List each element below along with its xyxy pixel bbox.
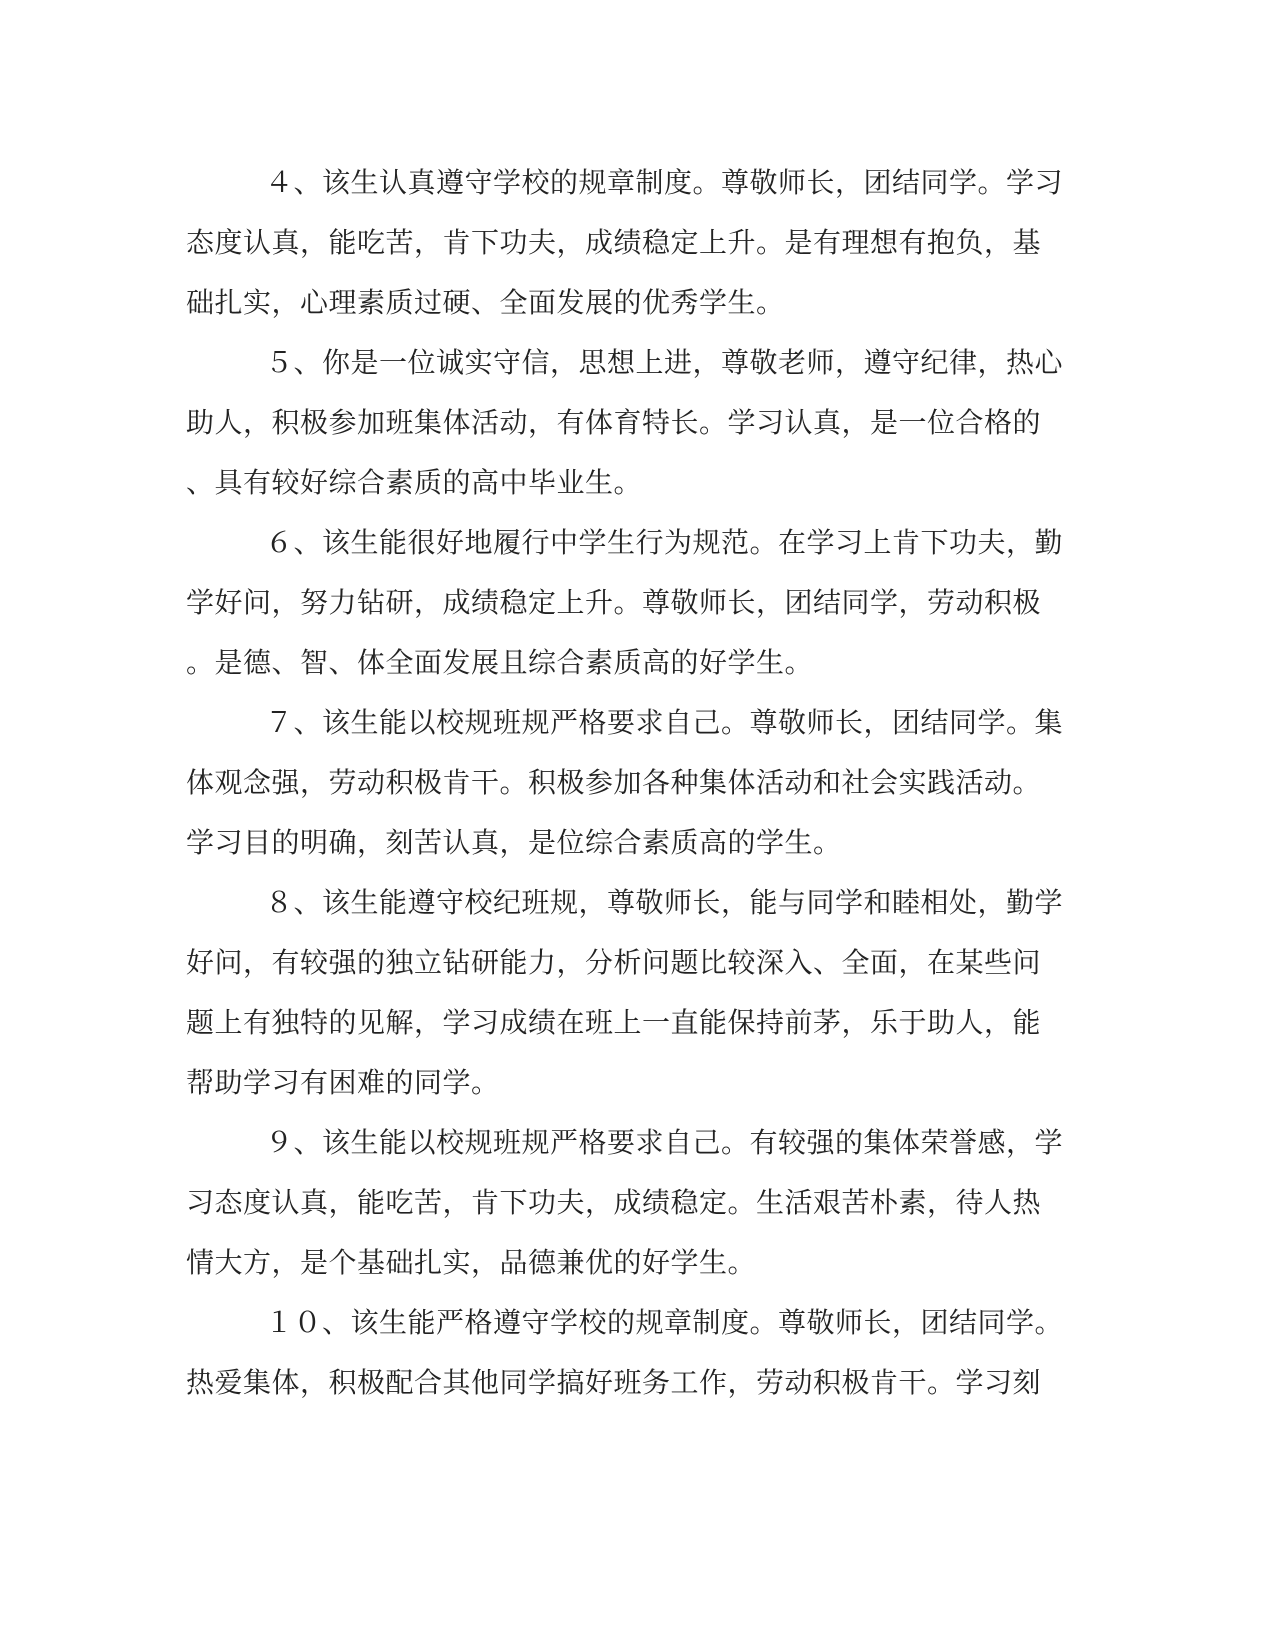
paragraph-8: [186, 873, 1066, 1113]
paragraph-line: 。是德、智、体全面发展且综合素质高的好学生。: [186, 646, 814, 679]
paragraph-line: 好问，有较强的独立钻研能力，分析问题比较深入、全面，在某些问: [186, 946, 1042, 979]
paragraph-line: 、具有较好综合素质的高中毕业生。: [186, 466, 643, 499]
paragraph-line: ９、该生能以校规班规严格要求自己。有较强的集体荣誉感，学: [265, 1126, 1064, 1159]
paragraph-line: 帮助学习有困难的同学。: [186, 1066, 500, 1099]
paragraph-line: 学好问，努力钻研，成绩稳定上升。尊敬师长，团结同学，劳动积极: [186, 586, 1042, 619]
paragraph-line: 础扎实，心理素质过硬、全面发展的优秀学生。: [186, 286, 785, 319]
paragraph-6: [186, 513, 1066, 693]
paragraph-line: １０、该生能严格遵守学校的规章制度。尊敬师长，团结同学。: [265, 1306, 1064, 1339]
paragraph-line: 习态度认真，能吃苦，肯下功夫，成绩稳定。生活艰苦朴素，待人热: [186, 1186, 1042, 1219]
paragraph-9: [186, 1113, 1066, 1293]
paragraph-line: 助人，积极参加班集体活动，有体育特长。学习认真，是一位合格的: [186, 406, 1042, 439]
paragraph-line: ７、该生能以校规班规严格要求自己。尊敬师长，团结同学。集: [265, 706, 1064, 739]
paragraph-10: [186, 1293, 1066, 1413]
paragraph-line: 学习目的明确，刻苦认真，是位综合素质高的学生。: [186, 826, 842, 859]
paragraph-5: [186, 333, 1066, 513]
paragraph-line: ５、你是一位诚实守信，思想上进，尊敬老师，遵守纪律，热心: [265, 346, 1064, 379]
paragraph-7: [186, 693, 1066, 873]
paragraph-line: 题上有独特的见解，学习成绩在班上一直能保持前茅，乐于助人，能: [186, 1006, 1042, 1039]
paragraph-line: 体观念强，劳动积极肯干。积极参加各种集体活动和社会实践活动。: [186, 766, 1042, 799]
paragraph-line: 热爱集体，积极配合其他同学搞好班务工作，劳动积极肯干。学习刻: [186, 1366, 1042, 1399]
paragraph-line: 情大方，是个基础扎实，品德兼优的好学生。: [186, 1246, 757, 1279]
paragraph-line: ８、该生能遵守校纪班规，尊敬师长，能与同学和睦相处，勤学: [265, 886, 1064, 919]
paragraph-line: ６、该生能很好地履行中学生行为规范。在学习上肯下功夫，勤: [265, 526, 1064, 559]
paragraph-line: 态度认真，能吃苦，肯下功夫，成绩稳定上升。是有理想有抱负，基: [186, 226, 1042, 259]
paragraph-line: ４、该生认真遵守学校的规章制度。尊敬师长，团结同学。学习: [265, 166, 1064, 199]
paragraph-4: [186, 153, 1066, 333]
document-body: [186, 153, 1066, 1413]
